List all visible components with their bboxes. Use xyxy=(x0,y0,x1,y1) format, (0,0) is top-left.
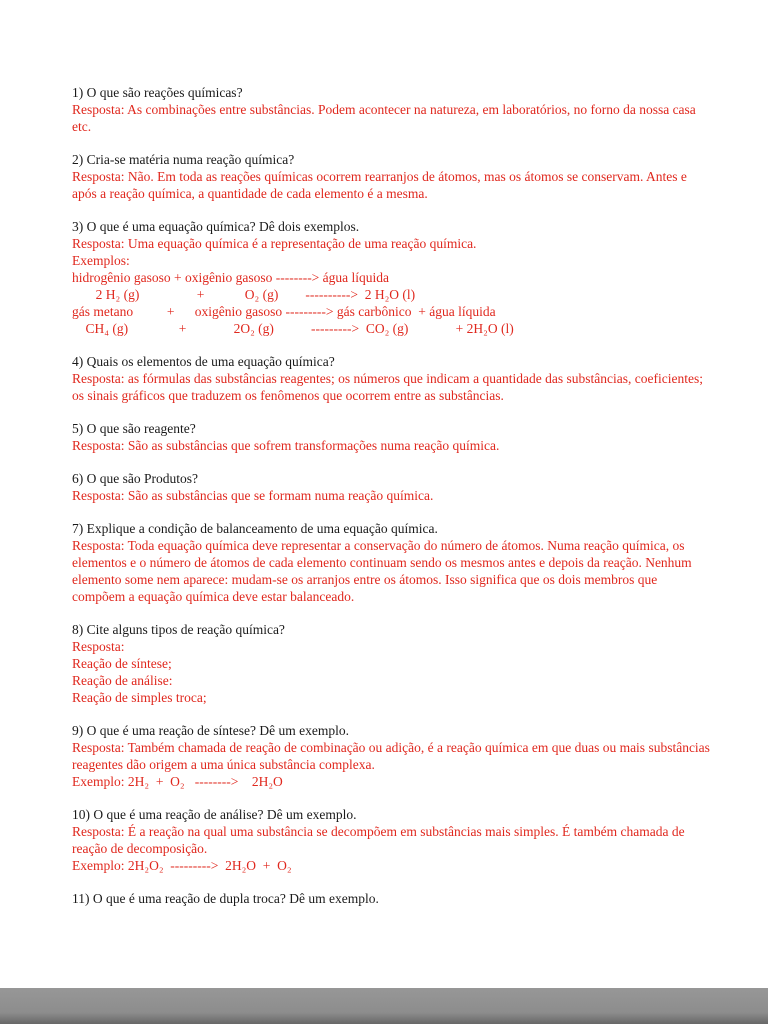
answer-text: Exemplo: 2H₂O₂ ---------> 2H₂O + O₂ xyxy=(72,858,292,873)
question-text: 6) O que são Produtos? xyxy=(72,471,198,486)
answer-text: hidrogênio gasoso + oxigênio gasoso --------> água líquida xyxy=(72,270,390,285)
qa-block xyxy=(72,806,710,874)
answer-text: Resposta: São as substâncias que sofrem transformações numa reação química. xyxy=(72,438,500,453)
answer-text: gás metano + oxigênio gasoso ---------> gás carbônico + água líquida xyxy=(72,304,496,319)
qa-block xyxy=(72,470,710,504)
question-text: 9) O que é uma reação de síntese? Dê um exemplo. xyxy=(72,723,350,738)
qa-block xyxy=(72,722,710,790)
qa-block xyxy=(72,151,710,202)
question-text: 3) O que é uma equação química? Dê dois exemplos. xyxy=(72,219,360,234)
qa-block xyxy=(72,890,710,907)
answer-text: 2 H₂ (g) + O₂ (g) ----------> 2 H₂O (l) xyxy=(72,287,416,302)
answer-text: Resposta: xyxy=(72,639,125,654)
qa-block xyxy=(72,84,710,135)
answer-text: Exemplos: xyxy=(72,253,130,268)
answer-text: Resposta: Toda equação química deve representar a conservação do número de átomos. Numa reação química, os elementos e o número de átomos de cada elemento continuam sendo os mesmos antes e depois da reação. Nenhum elemento some nem aparece: mudam-se os arranjos entre os átomos. Isso significa que os dois membros que compõem a equação química deve estar balanceado. xyxy=(72,538,692,604)
answer-text: Resposta: É a reação na qual uma substância se decompõem em substâncias mais simples. É também chamada de reação de decomposição. xyxy=(72,824,685,856)
answer-text: Resposta: Não. Em toda as reações químicas ocorrem rearranjos de átomos, mas os átomos se conservam. Antes e após a reação química, a quantidade de cada elemento é a mesma. xyxy=(72,169,687,201)
question-text: 4) Quais os elementos de uma equação química? xyxy=(72,354,335,369)
qa-block xyxy=(72,218,710,337)
question-text: 1) O que são reações químicas? xyxy=(72,85,243,100)
answer-text: Resposta: Uma equação química é a representação de uma reação química. xyxy=(72,236,477,251)
question-text: 7) Explique a condição de balanceamento de uma equação química. xyxy=(72,521,438,536)
answer-text: Resposta: As combinações entre substâncias. Podem acontecer na natureza, em laboratórios, no forno da nossa casa etc. xyxy=(72,102,696,134)
answer-text: Reação de síntese; xyxy=(72,656,172,671)
question-text: 5) O que são reagente? xyxy=(72,421,196,436)
answer-text: CH₄ (g) + 2O₂ (g) ---------> CO₂ (g) + 2H₂O (l) xyxy=(72,321,514,336)
qa-block xyxy=(72,420,710,454)
qa-block xyxy=(72,520,710,605)
question-text: 2) Cria-se matéria numa reação química? xyxy=(72,152,295,167)
answer-text: Exemplo: 2H₂ + O₂ --------> 2H₂O xyxy=(72,774,283,789)
answer-text: Resposta: Também chamada de reação de combinação ou adição, é a reação química em que duas ou mais substâncias reagentes dão origem a uma única substância complexa. xyxy=(72,740,710,772)
answer-text: Resposta: São as substâncias que se formam numa reação química. xyxy=(72,488,434,503)
answer-text: Resposta: as fórmulas das substâncias reagentes; os números que indicam a quantidade das substâncias, coeficientes; os sinais gráficos que traduzem os fenômenos que ocorrem entre as substâncias. xyxy=(72,371,703,403)
qa-block xyxy=(72,353,710,404)
question-text: 8) Cite alguns tipos de reação química? xyxy=(72,622,285,637)
answer-text: Reação de análise: xyxy=(72,673,173,688)
question-text: 10) O que é uma reação de análise? Dê um exemplo. xyxy=(72,807,357,822)
viewer-background xyxy=(0,988,768,1024)
question-text: 11) O que é uma reação de dupla troca? Dê um exemplo. xyxy=(72,891,379,906)
qa-block xyxy=(72,621,710,706)
answer-text: Reação de simples troca; xyxy=(72,690,207,705)
